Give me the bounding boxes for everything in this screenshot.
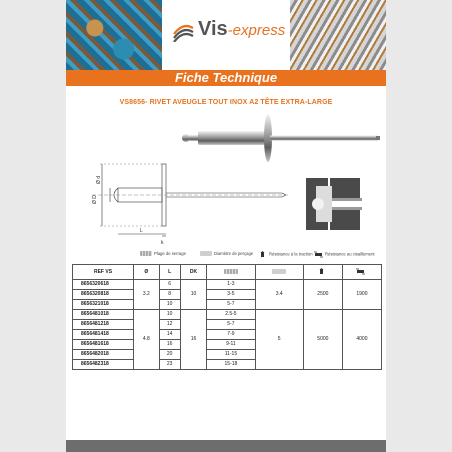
cell-dk: 10 — [180, 280, 207, 310]
shear-strength-icon — [314, 251, 323, 258]
cell-length: 6 — [159, 280, 180, 290]
col-grip — [207, 265, 255, 280]
legend-tension — [258, 251, 313, 258]
cell-ref: 8656320818 — [73, 290, 134, 300]
legend-shear — [314, 251, 375, 258]
cell-shear: 1900 — [342, 280, 381, 310]
cell-ref: 8656482318 — [73, 360, 134, 370]
swoosh-logo-icon — [172, 20, 194, 42]
brand-logo — [172, 18, 286, 48]
cell-grip: 5-7 — [207, 320, 255, 330]
legend-drill-label: Diamètre de perçage — [214, 251, 254, 256]
banner-title: Fiche Technique — [174, 70, 278, 85]
cell-ref: 8656481018 — [73, 310, 134, 320]
product-title: VS8656- RIVET AVEUGLE TOUT INOX A2 TÊTE EXTRA-LARGE — [119, 99, 333, 106]
cell-grip: 3-5 — [207, 290, 255, 300]
col-diam: Ø — [134, 265, 160, 280]
cell-tension: 5000 — [303, 310, 342, 370]
col-ref: REF VS — [73, 265, 134, 280]
table-row — [73, 280, 382, 290]
rivet-cross-section-drawing — [306, 178, 362, 230]
cell-length: 10 — [159, 310, 180, 320]
brand-name — [198, 18, 285, 41]
spec-table — [72, 264, 382, 370]
cell-length: 23 — [159, 360, 180, 370]
cell-grip: 1-3 — [207, 280, 255, 290]
tensile-strength-icon — [258, 251, 267, 258]
col-drill — [255, 265, 303, 280]
legend-drill — [200, 251, 253, 256]
cell-dk: 16 — [180, 310, 207, 370]
drill-diameter-icon — [200, 251, 212, 256]
cell-grip: 7-9 — [207, 330, 255, 340]
dim-label-k: k — [161, 240, 164, 246]
cell-tension: 2500 — [303, 280, 342, 310]
header-photo-tools — [66, 0, 162, 70]
cell-ref: 8656481218 — [73, 320, 134, 330]
cell-ref: 8656481418 — [73, 330, 134, 340]
legend — [72, 249, 382, 261]
cell-length: 14 — [159, 330, 180, 340]
grip-range-icon — [140, 251, 152, 256]
cell-diam: 3.2 — [134, 280, 160, 310]
legend-tension-label: Résistance à la traction — [269, 251, 313, 257]
brand-name-main: Vis — [198, 18, 228, 40]
cell-length: 12 — [159, 320, 180, 330]
dim-label-L: L — [140, 228, 143, 234]
brand-name-suffix: -express — [227, 22, 286, 39]
header-photo-screws — [290, 0, 386, 70]
footer-bar — [66, 440, 386, 452]
cell-shear: 4000 — [342, 310, 381, 370]
col-length: L — [159, 265, 180, 280]
drill-diameter-icon — [272, 269, 286, 274]
col-tension — [303, 265, 342, 280]
col-shear — [342, 265, 381, 280]
legend-grip-label: Plage de serrage — [154, 251, 186, 256]
cell-length: 10 — [159, 300, 180, 310]
cell-ref: 8656482018 — [73, 350, 134, 360]
cell-drill: 3.4 — [255, 280, 303, 310]
cell-grip: 9-11 — [207, 340, 255, 350]
tensile-strength-icon — [317, 268, 326, 275]
cell-ref: 8656320618 — [73, 280, 134, 290]
table-row — [73, 310, 382, 320]
cell-grip: 2.5-5 — [207, 310, 255, 320]
dim-label-d: Ø d — [96, 175, 102, 184]
technical-sheet — [66, 0, 386, 452]
table-header-row — [73, 265, 382, 280]
legend-shear-label: Résistance au cisaillement — [325, 251, 375, 257]
cell-grip: 5-7 — [207, 300, 255, 310]
cell-grip: 11-15 — [207, 350, 255, 360]
rivet-dimension-drawing — [72, 158, 292, 246]
cell-diam: 4.8 — [134, 310, 160, 370]
cell-length: 20 — [159, 350, 180, 360]
cell-drill: 5 — [255, 310, 303, 370]
col-dk: DK — [180, 265, 207, 280]
cell-length: 16 — [159, 340, 180, 350]
cell-ref: 8656321018 — [73, 300, 134, 310]
grip-range-icon — [224, 269, 238, 274]
title-banner — [66, 70, 386, 86]
cell-length: 8 — [159, 290, 180, 300]
shear-strength-icon — [356, 268, 365, 275]
dim-label-D: Ø D — [92, 195, 98, 204]
rivet-photo — [170, 112, 386, 164]
cell-ref: 8656481618 — [73, 340, 134, 350]
legend-grip — [140, 251, 186, 256]
cell-grip: 15-18 — [207, 360, 255, 370]
